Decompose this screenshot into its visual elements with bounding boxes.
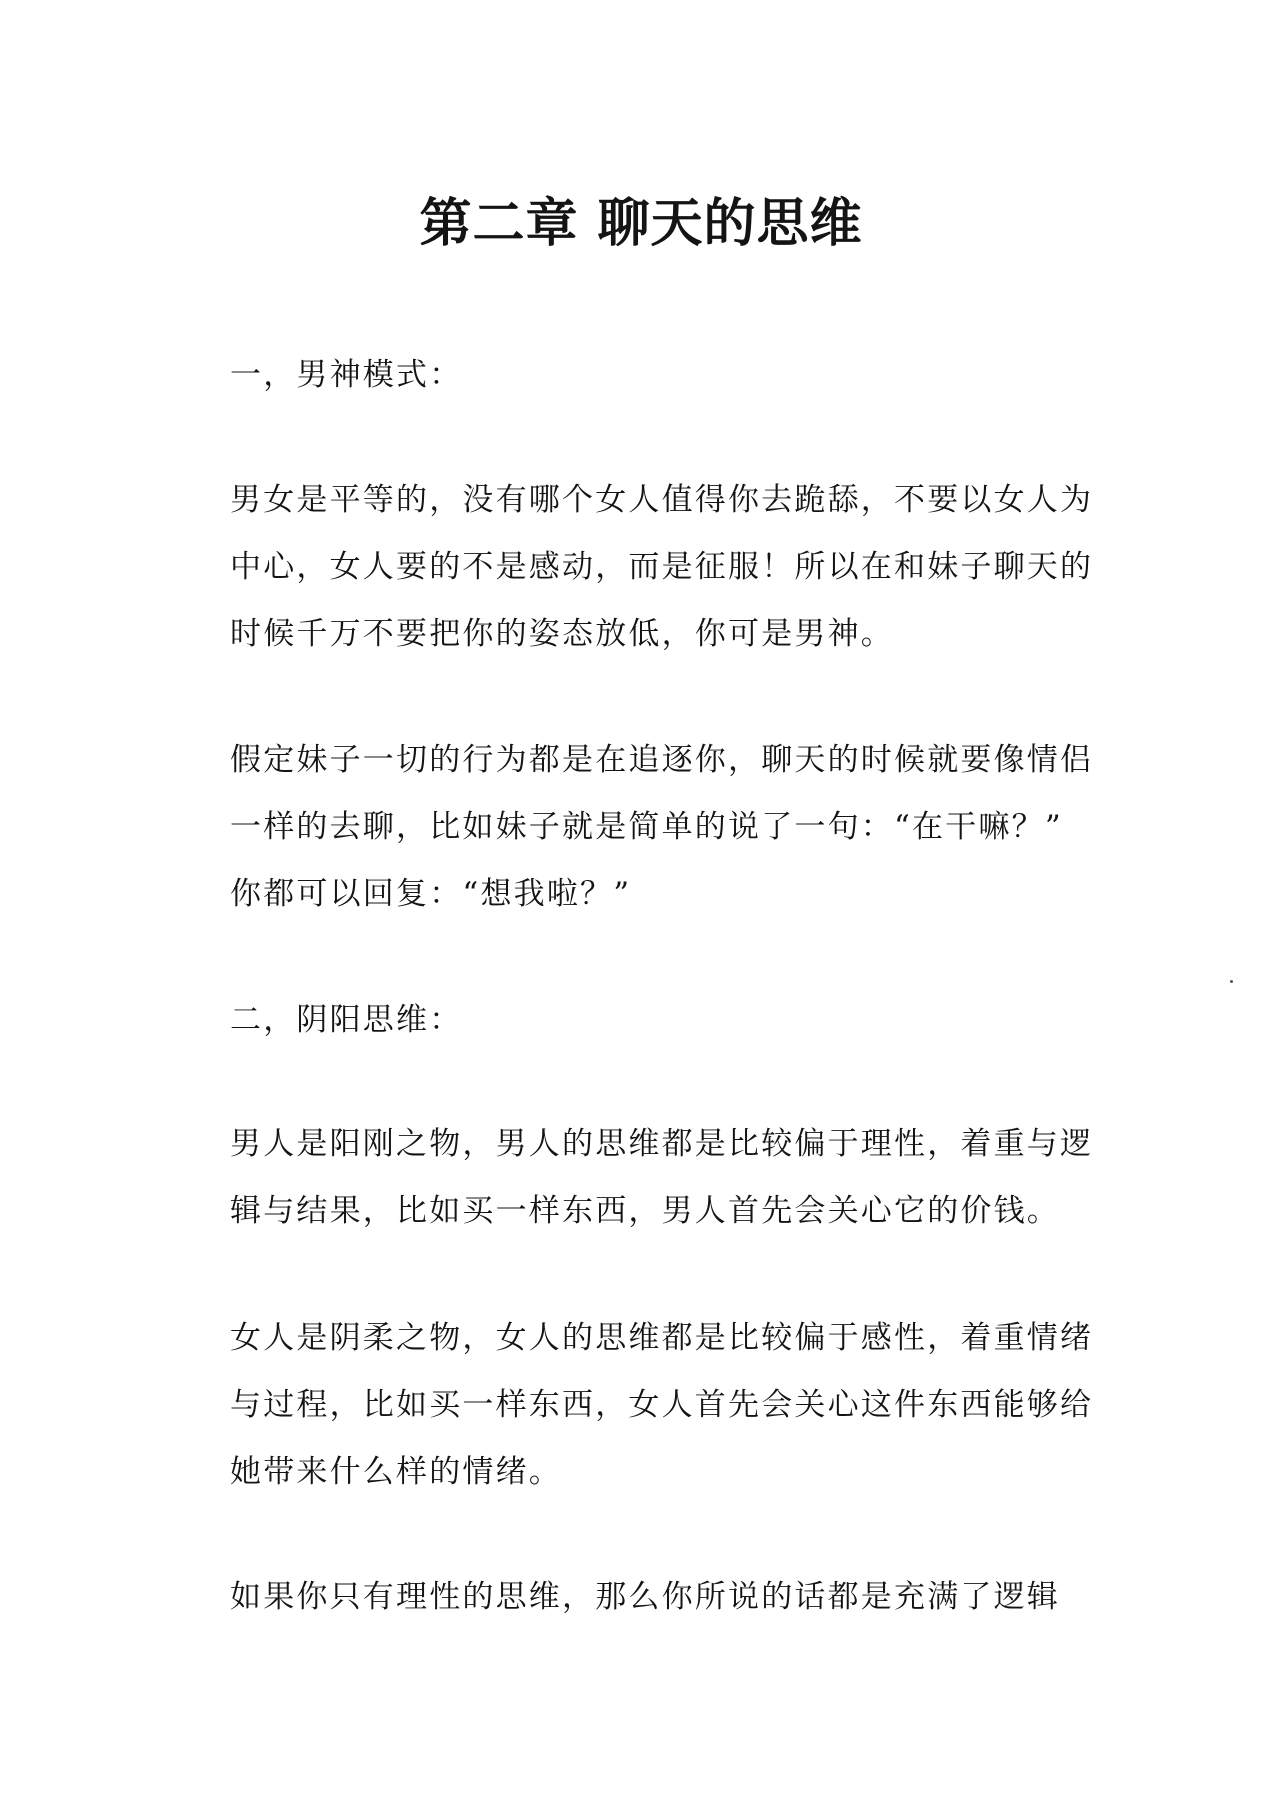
scan-speck — [1230, 980, 1233, 983]
paragraph-line: 一样的去聊，比如妹子就是简单的说了一句：“在干嘛？” — [230, 809, 1063, 845]
paragraph-line: 时候千万不要把你的姿态放低，你可是男神。 — [230, 616, 894, 652]
section-heading-male-god-mode: 一，男神模式： — [230, 357, 463, 393]
paragraph-line: 中心，女人要的不是感动，而是征服！所以在和妹子聊天的 — [230, 549, 1094, 585]
paragraph-line: 与过程，比如买一样东西，女人首先会关心这件东西能够给 — [230, 1387, 1094, 1423]
paragraph-line: 辑与结果，比如买一样东西，男人首先会关心它的价钱。 — [230, 1193, 1060, 1229]
paragraph-line: 男女是平等的，没有哪个女人值得你去跪舔，不要以女人为 — [230, 482, 1094, 518]
paragraph-line: 假定妹子一切的行为都是在追逐你，聊天的时候就要像情侣 — [230, 742, 1094, 778]
paragraph-line: 如果你只有理性的思维，那么你所说的话都是充满了逻辑 — [230, 1579, 1060, 1615]
chapter-title: 第二章 聊天的思维 — [419, 194, 863, 254]
paragraph-line: 男人是阳刚之物，男人的思维都是比较偏于理性，着重与逻 — [230, 1126, 1094, 1162]
paragraph-line: 女人是阴柔之物，女人的思维都是比较偏于感性，着重情绪 — [230, 1320, 1094, 1356]
paragraph-line: 她带来什么样的情绪。 — [230, 1454, 562, 1490]
paragraph-line: 你都可以回复：“想我啦？” — [230, 876, 632, 912]
section-heading-yin-yang-thinking: 二，阴阳思维： — [230, 1002, 463, 1038]
